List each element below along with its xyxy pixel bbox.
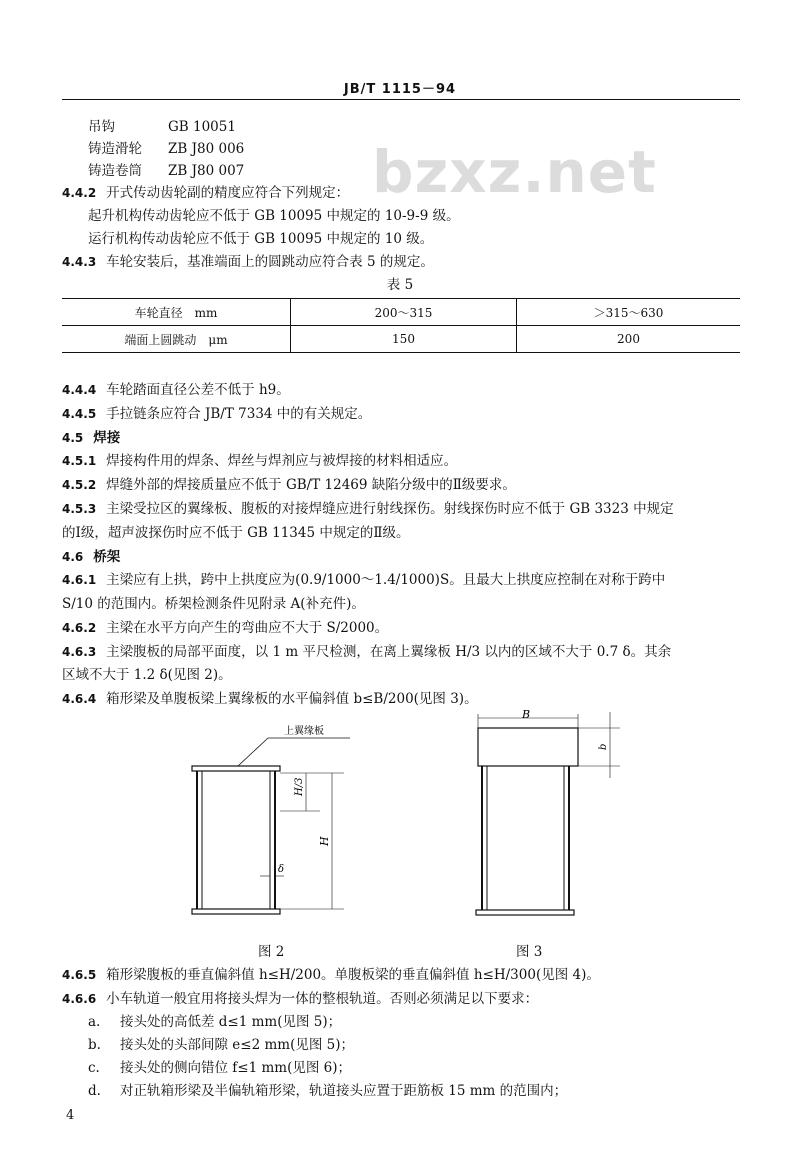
clause-number: 4.6.2: [62, 621, 97, 635]
clause-number: 4.4.4: [62, 383, 97, 397]
table-cell: 200～315: [291, 299, 517, 326]
standard-code: ZB J80 006: [168, 141, 245, 157]
table-5: [62, 298, 740, 353]
clause-number: 4.6.4: [62, 692, 97, 706]
clause-text: 焊缝外部的焊接质量应不低于 GB/T 12469 缺陷分级中的Ⅱ级要求。: [106, 477, 516, 493]
standard-code: GB 10051: [168, 119, 236, 135]
clause-4-4-2: [62, 184, 349, 202]
table-cell: 车轮直径 mm: [62, 299, 291, 326]
list-item: [88, 1036, 354, 1054]
clause-text: 主梁受拉区的翼缘板、腹板的对接焊缝应进行射线探伤。射线探伤时应不低于 GB 3323 中规定: [106, 501, 674, 517]
clause-number: 4.6.5: [62, 968, 97, 982]
label-upper-flange: 上翼缘板: [284, 726, 324, 737]
clause-4-6-6: [62, 990, 538, 1008]
list-item-label: c.: [88, 1060, 100, 1076]
clause-4-6-2: [62, 619, 388, 637]
watermark: bzxz.net: [372, 138, 657, 206]
header-rule: [62, 99, 740, 100]
section-number: 4.6: [62, 550, 84, 564]
clause-text: 主梁在水平方向产生的弯曲应不大于 S/2000。: [106, 620, 389, 636]
clause-4-6-1: [62, 571, 665, 589]
label-b-upper: B: [522, 708, 531, 721]
clause-text: 箱形梁及单腹板梁上翼缘板的水平偏斜值 b≤B/200(见图 3)。: [106, 691, 478, 707]
clause-text-line: 区域不大于 1.2 δ(见图 2)。: [62, 667, 232, 683]
label-h-third: H/3: [294, 777, 305, 796]
table-cell: 200: [517, 326, 741, 353]
clause-number: 4.5.3: [62, 502, 97, 516]
clause-number: 4.6.3: [62, 645, 97, 659]
clause-number: 4.6.6: [62, 992, 97, 1006]
list-item: [88, 1082, 567, 1100]
clause-text: 主梁应有上拱，跨中上拱度应为(0.9/1000～1.4/1000)S。且最大上拱度应控制在对称于跨中: [106, 572, 666, 588]
label-delta: δ: [278, 864, 285, 875]
standard-row: [88, 162, 244, 180]
figure-3-caption: 图 3: [516, 944, 543, 960]
clause-text: 主梁腹板的局部平面度，以 1 m 平尺检测，在离上翼缘板 H/3 以内的区域不大于 0.7 δ。其余: [106, 644, 672, 660]
section-title: 桥架: [93, 549, 121, 565]
table-row: [62, 299, 740, 326]
clause-text: 箱形梁腹板的垂直偏斜值 h≤H/200。单腹板梁的垂直偏斜值 h≤H/300(见图 4)。: [106, 967, 600, 983]
list-item-label: b.: [88, 1037, 101, 1053]
section-number: 4.5: [62, 431, 84, 445]
clause-text: 开式传动齿轮副的精度应符合下列规定：: [106, 185, 350, 201]
figure-3-drawing: [460, 708, 630, 930]
page-header: JB/T 1115－94: [343, 82, 457, 97]
clause-number: 4.5.1: [62, 454, 97, 468]
table-row: [62, 326, 740, 353]
clause-number: 4.5.2: [62, 478, 97, 492]
page-number: 4: [66, 1108, 75, 1123]
table-cell: 端面上圆跳动 μm: [62, 326, 291, 353]
clause-4-4-5: [62, 405, 371, 423]
list-item-label: d.: [88, 1083, 101, 1099]
clause-4-5-3: [62, 500, 674, 518]
clause-4-6-5: [62, 966, 600, 984]
clause-4-4-3: [62, 253, 434, 271]
table-cell: 150: [291, 326, 517, 353]
clause-text: 手拉链条应符合 JB/T 7334 中的有关规定。: [106, 406, 372, 422]
clause-text-line: S/10 的范围内。桥架检测条件见附录 A(补充件)。: [62, 596, 365, 612]
clause-number: 4.4.3: [62, 255, 97, 269]
clause-number: 4.6.1: [62, 573, 97, 587]
clause-text: 车轮踏面直径公差不低于 h9。: [106, 382, 290, 398]
clause-4-5-2: [62, 476, 516, 494]
clause-text-line: 起升机构传动齿轮应不低于 GB 10095 中规定的 10-9-9 级。: [88, 208, 460, 224]
standard-row: [88, 140, 244, 158]
lower-flange-plate: [476, 910, 574, 915]
clause-4-5-1: [62, 452, 457, 470]
clause-number: 4.4.2: [62, 186, 97, 200]
list-item-text: 对正轨箱形梁及半偏轨箱形梁，轨道接头应置于距筋板 15 mm 的范围内；: [120, 1083, 568, 1099]
lower-flange-plate: [192, 909, 280, 914]
section-4-6: [62, 548, 120, 566]
clause-text: 焊接构件用的焊条、焊丝与焊剂应与被焊接的材料相适应。: [106, 453, 458, 469]
clause-text-line: 运行机构传动齿轮应不低于 GB 10095 中规定的 10 级。: [88, 231, 434, 247]
list-item: [88, 1013, 341, 1031]
label-h: H: [318, 836, 331, 846]
label-b-lower: b: [598, 743, 609, 750]
standard-code: ZB J80 007: [168, 163, 245, 179]
figure-2-drawing: [180, 716, 360, 930]
section-title: 焊接: [93, 430, 121, 446]
standard-name: 铸造卷筒: [88, 163, 142, 179]
clause-text-line: 的Ⅰ级，超声波探伤时应不低于 GB 11345 中规定的Ⅱ级。: [62, 525, 410, 541]
table-cell: ＞315～630: [517, 299, 741, 326]
standard-name: 铸造滑轮: [88, 141, 142, 157]
list-item: [88, 1059, 351, 1077]
upper-flange-plate: [192, 766, 280, 771]
clause-text: 车轮安装后，基准端面上的圆跳动应符合表 5 的规定。: [106, 254, 434, 270]
upper-flange-plate: [478, 728, 578, 766]
clause-4-4-4: [62, 381, 290, 399]
list-item-text: 接头处的侧向错位 f≤1 mm(见图 6)；: [120, 1060, 351, 1076]
clause-4-6-4: [62, 690, 478, 708]
list-item-text: 接头处的头部间隙 e≤2 mm(见图 5)；: [120, 1037, 354, 1053]
list-item-text: 接头处的高低差 d≤1 mm(见图 5)；: [120, 1014, 342, 1030]
section-4-5: [62, 429, 120, 447]
table-title: 表 5: [386, 277, 414, 293]
clause-4-6-3: [62, 643, 671, 661]
standard-name: 吊钩: [88, 119, 115, 135]
clause-number: 4.4.5: [62, 407, 97, 421]
figure-2-caption: 图 2: [258, 944, 285, 960]
clause-text: 小车轨道一般宜用将接头焊为一体的整根轨道。否则必须满足以下要求：: [106, 991, 539, 1007]
standard-row: [88, 118, 236, 136]
list-item-label: a.: [88, 1014, 101, 1030]
